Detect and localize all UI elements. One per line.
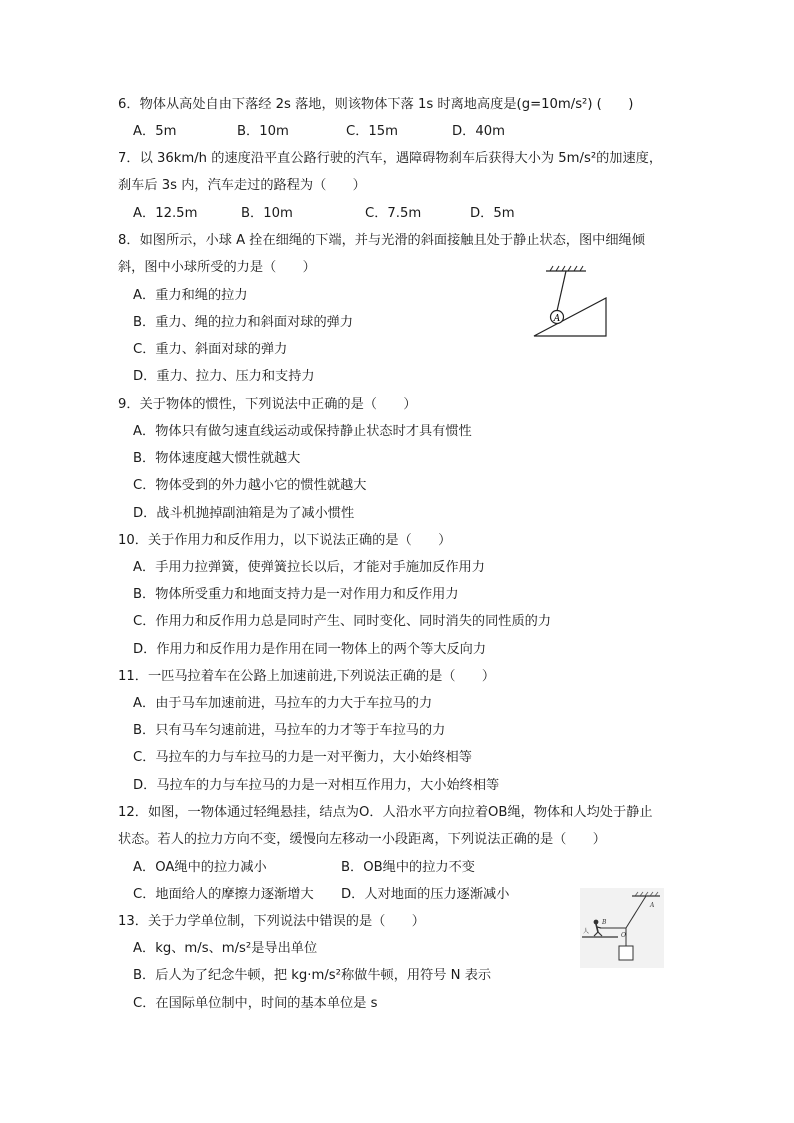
question-13-option-c: C．在国际单位制中，时间的基本单位是 s [133, 996, 378, 1011]
incline-ball-figure [528, 262, 614, 342]
option-a: A．12.5m [133, 206, 198, 221]
question-7-options [133, 204, 693, 224]
option-b: B．OB绳中的拉力不变 [341, 860, 475, 875]
question-8-stem-line-2: 斜，图中小球所受的力是（ ） [118, 260, 316, 275]
question-9-option-d: D．战斗机抛掉副油箱是为了减小惯性 [133, 506, 355, 521]
label-a: A [650, 902, 655, 909]
question-9-option-c: C．物体受到的外力越小它的惯性就越大 [133, 478, 367, 493]
question-11-option-d: D．马拉车的力与车拉马的力是一对相互作用力，大小始终相等 [133, 778, 500, 793]
question-8-option-d: D．重力、拉力、压力和支持力 [133, 369, 315, 384]
question-12-options-row-1 [133, 858, 693, 878]
question-6-stem: 6．物体从高处自由下落经 2s 落地，则该物体下落 1s 时离地高度是(g=10m/s²) ( ) [118, 97, 634, 112]
question-8-stem-line-1: 8．如图所示，小球 A 拴在细绳的下端，并与光滑的斜面接触且处于静止状态，图中细绳倾 [118, 233, 645, 248]
question-7-stem-line-2: 刹车后 3s 内，汽车走过的路程为（ ） [118, 178, 366, 193]
option-c: C．7.5m [365, 206, 422, 221]
question-11-option-c: C．马拉车的力与车拉马的力是一对平衡力，大小始终相等 [133, 750, 472, 765]
question-9-stem: 9．关于物体的惯性，下列说法中正确的是（ ） [118, 397, 417, 412]
question-11-option-b: B．只有马车匀速前进，马拉车的力才等于车拉马的力 [133, 723, 446, 738]
question-12-stem-line-1: 12．如图，一物体通过轻绳悬挂，结点为O．人沿水平方向拉着OB绳，物体和人均处于静止 [118, 805, 653, 820]
weight-block [619, 946, 633, 960]
question-8-option-b: B．重力、绳的拉力和斜面对球的弹力 [133, 315, 354, 330]
question-13-option-a: A．kg、m/s、m/s²是导出单位 [133, 941, 318, 956]
question-10-option-a: A．手用力拉弹簧，使弹簧拉长以后，才能对手施加反作用力 [133, 560, 485, 575]
question-13-option-b: B．后人为了纪念牛顿，把 kg·m/s²称做牛顿，用符号 N 表示 [133, 968, 492, 983]
rope-line [557, 271, 566, 311]
question-10-option-d: D．作用力和反作用力是作用在同一物体上的两个等大反向力 [133, 642, 487, 657]
question-10-option-c: C．作用力和反作用力总是同时产生、同时变化、同时消失的同性质的力 [133, 614, 552, 629]
question-8-option-c: C．重力、斜面对球的弹力 [133, 342, 288, 357]
ceiling-hatch [550, 266, 583, 271]
option-d: D．5m [470, 206, 515, 221]
question-11-stem: 11．一匹马拉着车在公路上加速前进,下列说法正确的是（ ） [118, 669, 496, 684]
option-c: C．地面给人的摩擦力逐渐增大 [133, 887, 314, 902]
incline-triangle [534, 298, 606, 336]
question-9-option-a: A．物体只有做匀速直线运动或保持静止状态时才具有惯性 [133, 424, 472, 439]
pulley-weight-figure [580, 888, 664, 968]
question-11-option-a: A．由于马车加速前进，马拉车的力大于车拉马的力 [133, 696, 433, 711]
question-12-stem-line-2: 状态。若人的拉力方向不变，缓慢向左移动一小段距离，下列说法正确的是（ ） [118, 832, 606, 847]
option-d: D．人对地面的压力逐渐减小 [341, 887, 510, 902]
question-9-option-b: B．物体速度越大惯性就越大 [133, 451, 301, 466]
question-10-option-b: B．物体所受重力和地面支持力是一对作用力和反作用力 [133, 587, 459, 602]
question-7-stem-line-1: 7．以 36km/h 的速度沿平直公路行驶的汽车，遇障碍物刹车后获得大小为 5m/s²的加速度， [118, 151, 663, 166]
option-b: B．10m [241, 206, 293, 221]
option-a: A．5m [133, 124, 177, 139]
label-b: B [602, 919, 607, 926]
label-o: O [621, 932, 626, 939]
option-a: A．OA绳中的拉力减小 [133, 860, 267, 875]
ball-label: A [553, 314, 561, 324]
option-d: D．40m [452, 124, 505, 139]
question-13-stem: 13．关于力学单位制，下列说法中错误的是（ ） [118, 914, 425, 929]
question-8-option-a: A．重力和绳的拉力 [133, 288, 248, 303]
label-person: 人 [583, 928, 590, 935]
option-b: B．10m [237, 124, 289, 139]
question-10-stem: 10．关于作用力和反作用力，以下说法正确的是（ ） [118, 533, 452, 548]
question-6-options [133, 122, 693, 142]
option-c: C．15m [346, 124, 399, 139]
